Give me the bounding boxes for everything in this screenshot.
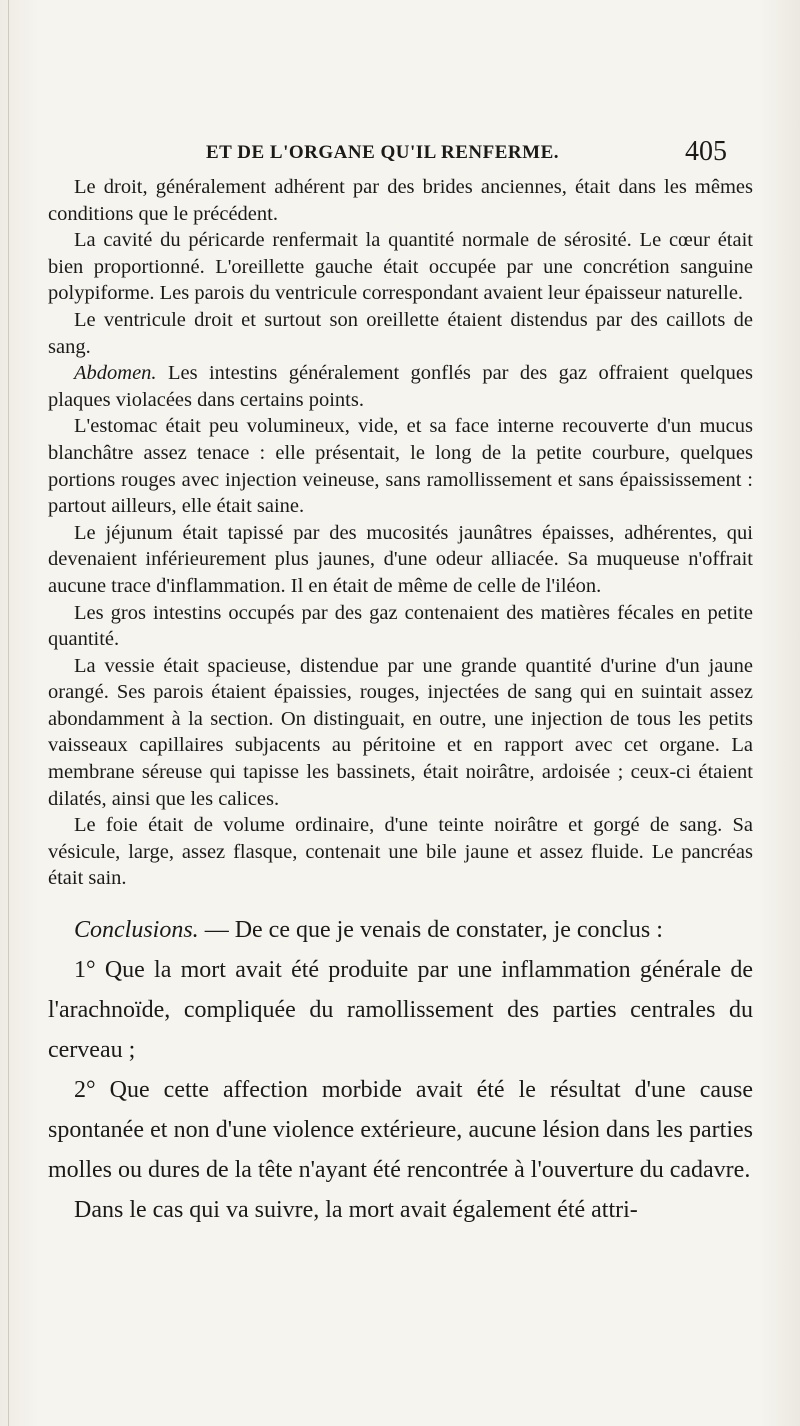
- page-body: [48, 174, 753, 1230]
- conclusions-label: Conclusions.: [74, 917, 199, 944]
- paragraph: Les gros intestins occupés par des gaz contenaient des matières fécales en petite quantité.: [48, 601, 753, 651]
- running-head: ET DE L'ORGANE QU'IL RENFERME.: [206, 142, 560, 163]
- page-number: 405: [685, 136, 727, 167]
- page-edge-rule: [8, 0, 9, 1426]
- paragraph: Le ventricule droit et surtout son oreillette étaient distendus par des caillots de sang.: [48, 308, 753, 358]
- page-header: [0, 138, 800, 172]
- conclusions-text: — De ce que je venais de constater, je conclus :: [198, 917, 663, 944]
- abdomen-text: Les intestins généralement gonflés par des gaz offraient quelques plaques violacées dans certains points.: [48, 362, 753, 411]
- paragraph: L'estomac était peu volumineux, vide, et sa face interne recouverte d'un mucus blanchâtre assez tenace : elle présentait, le long de la petite courbure, quelques portions rouges avec injection veineuse, sans ramollissement et sans épaississement : partout ailleurs, elle était saine.: [48, 415, 753, 518]
- autopsy-findings: [48, 174, 753, 892]
- paragraph: Dans le cas qui va suivre, la mort avait également été attri-: [74, 1197, 638, 1224]
- paragraph: La vessie était spacieuse, distendue par une grande quantité d'urine d'un jaune orangé. Ses parois étaient épaissies, rouges, injectées de sang qui en suintait assez abondamment à la section. On distinguait, en outre, une injection de tous les petits vaisseaux capillaires subjacents au péritoine et en rapport avec cet organe. La membrane séreuse qui tapisse les bassinets, était noirâtre, ardoisée ; ceux-ci étaient dilatés, ainsi que les calices.: [48, 654, 753, 810]
- paragraph: Le droit, généralement adhérent par des brides anciennes, était dans les mêmes conditions que le précédent.: [48, 176, 753, 225]
- paragraph: 2° Que cette affection morbide avait été le résultat d'une cause spontanée et non d'une violence extérieure, aucune lésion dans les parties molles ou dures de la tête n'ayant été rencontrée à l'ouverture du cadavre.: [48, 1077, 753, 1184]
- abdomen-label: Abdomen.: [74, 362, 157, 385]
- paragraph: La cavité du péricarde renfermait la quantité normale de sérosité. Le cœur était bien proportionné. L'oreillette gauche était occupée par une concrétion sanguine polypiforme. Les parois du ventricule correspondant avaient leur épaisseur naturelle.: [48, 229, 753, 305]
- paragraph: 1° Que la mort avait été produite par une inflammation générale de l'arachnoïde, compliquée du ramollissement des parties centrales du cerveau ;: [48, 957, 753, 1064]
- conclusions-paragraph: [48, 910, 753, 950]
- conclusions-section: [48, 910, 753, 1230]
- paragraph: Le foie était de volume ordinaire, d'une teinte noirâtre et gorgé de sang. Sa vésicule, large, assez flasque, contenait une bile jaune et assez fluide. Le pancréas était sain.: [48, 814, 753, 890]
- paragraph: Le jéjunum était tapissé par des mucosités jaunâtres épaisses, adhérentes, qui devenaient inférieurement plus jaunes, d'une odeur alliacée. Sa muqueuse n'offrait aucune trace d'inflammation. Il en était de même de celle de l'iléon.: [48, 521, 753, 597]
- abdomen-paragraph: [48, 360, 753, 413]
